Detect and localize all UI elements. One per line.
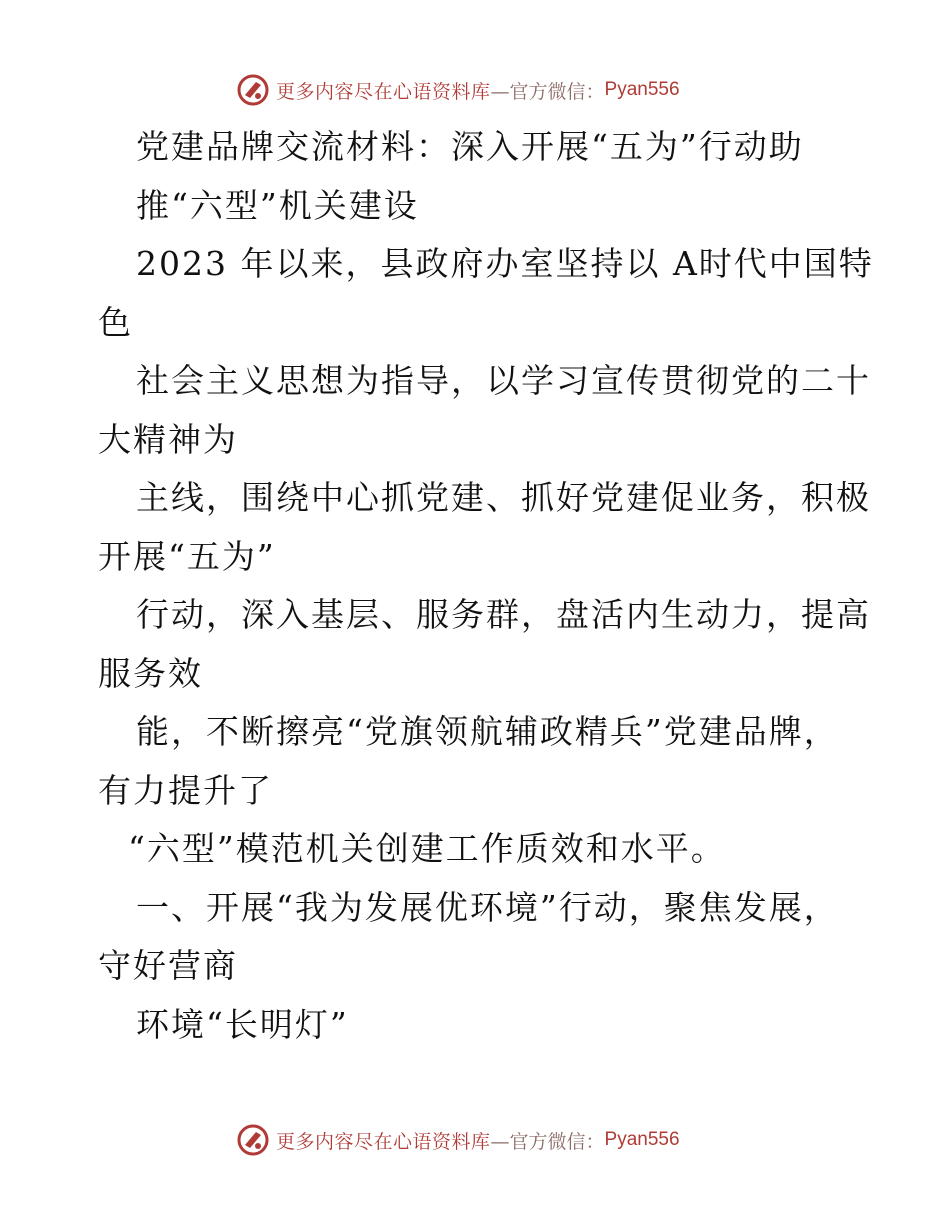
watermark-text: 更多内容尽在心语资料库 <box>276 80 491 103</box>
watermark-separator: —官方微信： <box>490 1130 605 1153</box>
red-seal-logo-icon <box>236 73 270 107</box>
red-seal-logo-icon <box>236 1123 270 1157</box>
paragraph-line: 有力提升了 <box>98 770 273 810</box>
watermark-separator: —官方微信： <box>490 80 605 103</box>
paragraph-line: 大精神为 <box>98 419 238 459</box>
paragraph-line: 社会主义思想为指导，以学习宣传贯彻党的二十 <box>136 361 871 400</box>
footer-watermark <box>236 1122 680 1158</box>
title-line-1: 党建品牌交流材料：深入开展“五为”行动助 <box>136 127 804 166</box>
paragraph-line: 行动，深入基层、服务群，盘活内生动力，提高 <box>136 595 871 634</box>
document-body <box>98 118 874 1054</box>
header-watermark <box>236 72 680 108</box>
paragraph-line: 开展“五为” <box>98 536 276 576</box>
section-heading-line: 守好营商 <box>98 946 238 985</box>
section-heading-line: 一、开展“我为发展优环境”行动，聚焦发展， <box>136 887 839 927</box>
section-heading-line: 环境“长明灯” <box>136 1004 349 1044</box>
paragraph-line: 色 <box>98 302 133 342</box>
watermark-wechat-id: Pyan556 <box>604 1129 680 1150</box>
watermark-wechat-id: Pyan556 <box>604 79 680 100</box>
paragraph-line: 服务效 <box>98 653 203 693</box>
watermark-text: 更多内容尽在心语资料库 <box>276 1130 491 1153</box>
paragraph-line: “六型”模范机关创建工作质效和水平。 <box>128 829 726 868</box>
title-line-2: 推“六型”机关建设 <box>136 185 419 225</box>
paragraph-line: 主线，围绕中心抓党建、抓好党建促业务，积极 <box>136 478 871 517</box>
paragraph-line: 2023 年以来，县政府办室坚持以 A时代中国特 <box>136 244 874 283</box>
paragraph-line: 能，不断擦亮“党旗领航辅政精兵”党建品牌， <box>136 712 839 751</box>
